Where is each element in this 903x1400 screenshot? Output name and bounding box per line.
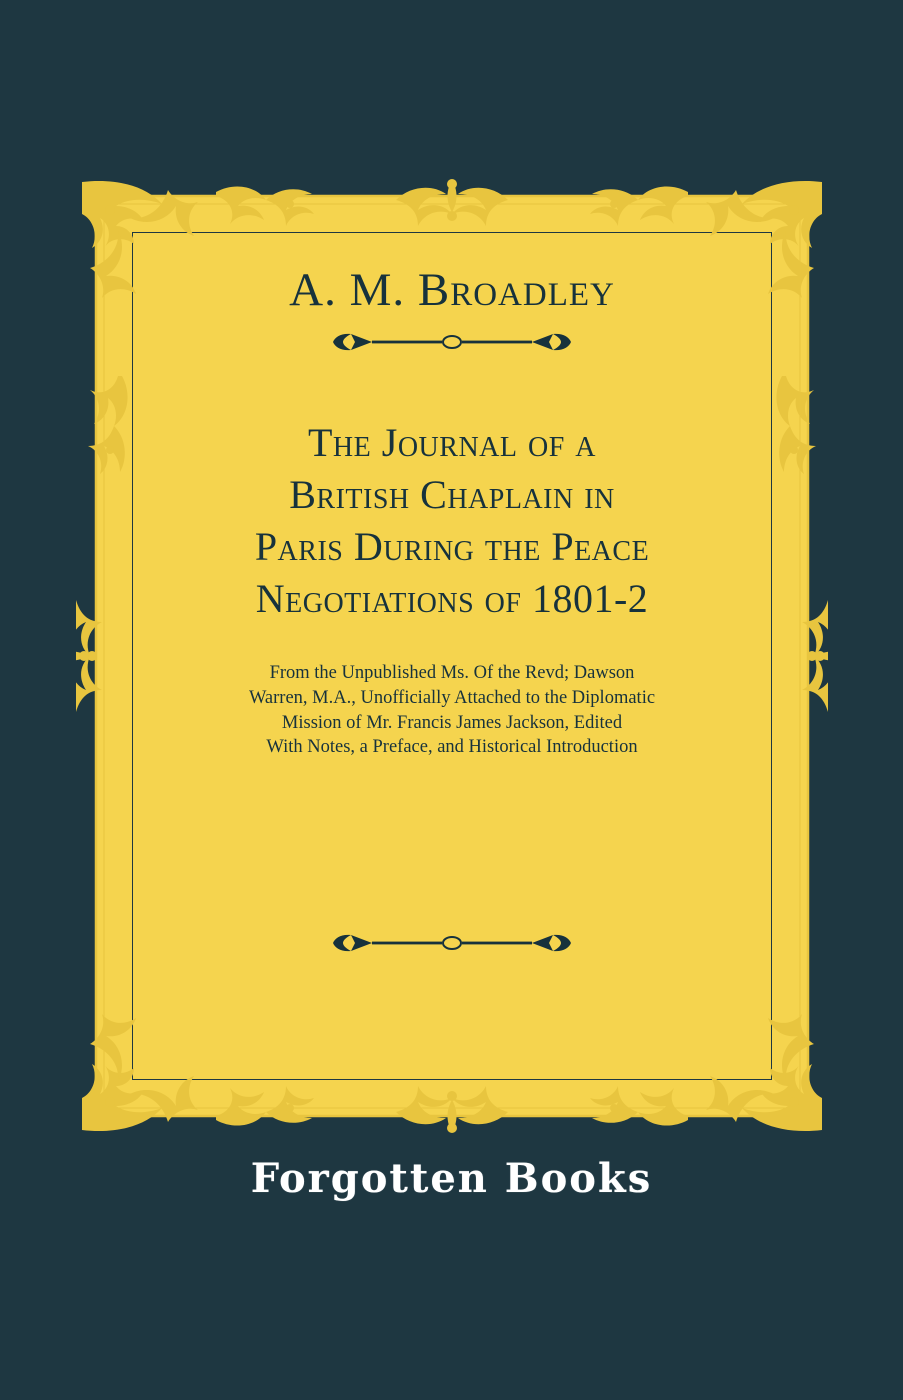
title-line: British Chaplain in bbox=[289, 472, 615, 518]
title-line: The Journal of a bbox=[308, 420, 596, 466]
book-title bbox=[150, 417, 754, 625]
cover-panel bbox=[96, 196, 808, 1116]
title-line: Paris During the Peace bbox=[254, 524, 650, 570]
author-name: A. M. Broadley bbox=[289, 264, 615, 316]
publisher-logo bbox=[0, 1155, 903, 1202]
fleuron-divider-icon bbox=[327, 329, 577, 355]
subtitle-line: Mission of Mr. Francis James Jackson, Edited bbox=[281, 712, 623, 733]
cover-content bbox=[150, 230, 754, 1082]
subtitle-line: Warren, M.A., Unofficially Attached to the Diplomatic bbox=[248, 687, 656, 708]
publisher-name: Forgotten Books bbox=[250, 1155, 653, 1202]
title-line: Negotiations of 1801-2 bbox=[255, 576, 649, 622]
subtitle-line: From the Unpublished Ms. Of the Revd; Dawson bbox=[269, 663, 635, 684]
fleuron-divider-bottom-icon bbox=[327, 930, 577, 956]
book-subtitle bbox=[150, 661, 754, 759]
subtitle-line: With Notes, a Preface, and Historical Introduction bbox=[266, 737, 638, 758]
